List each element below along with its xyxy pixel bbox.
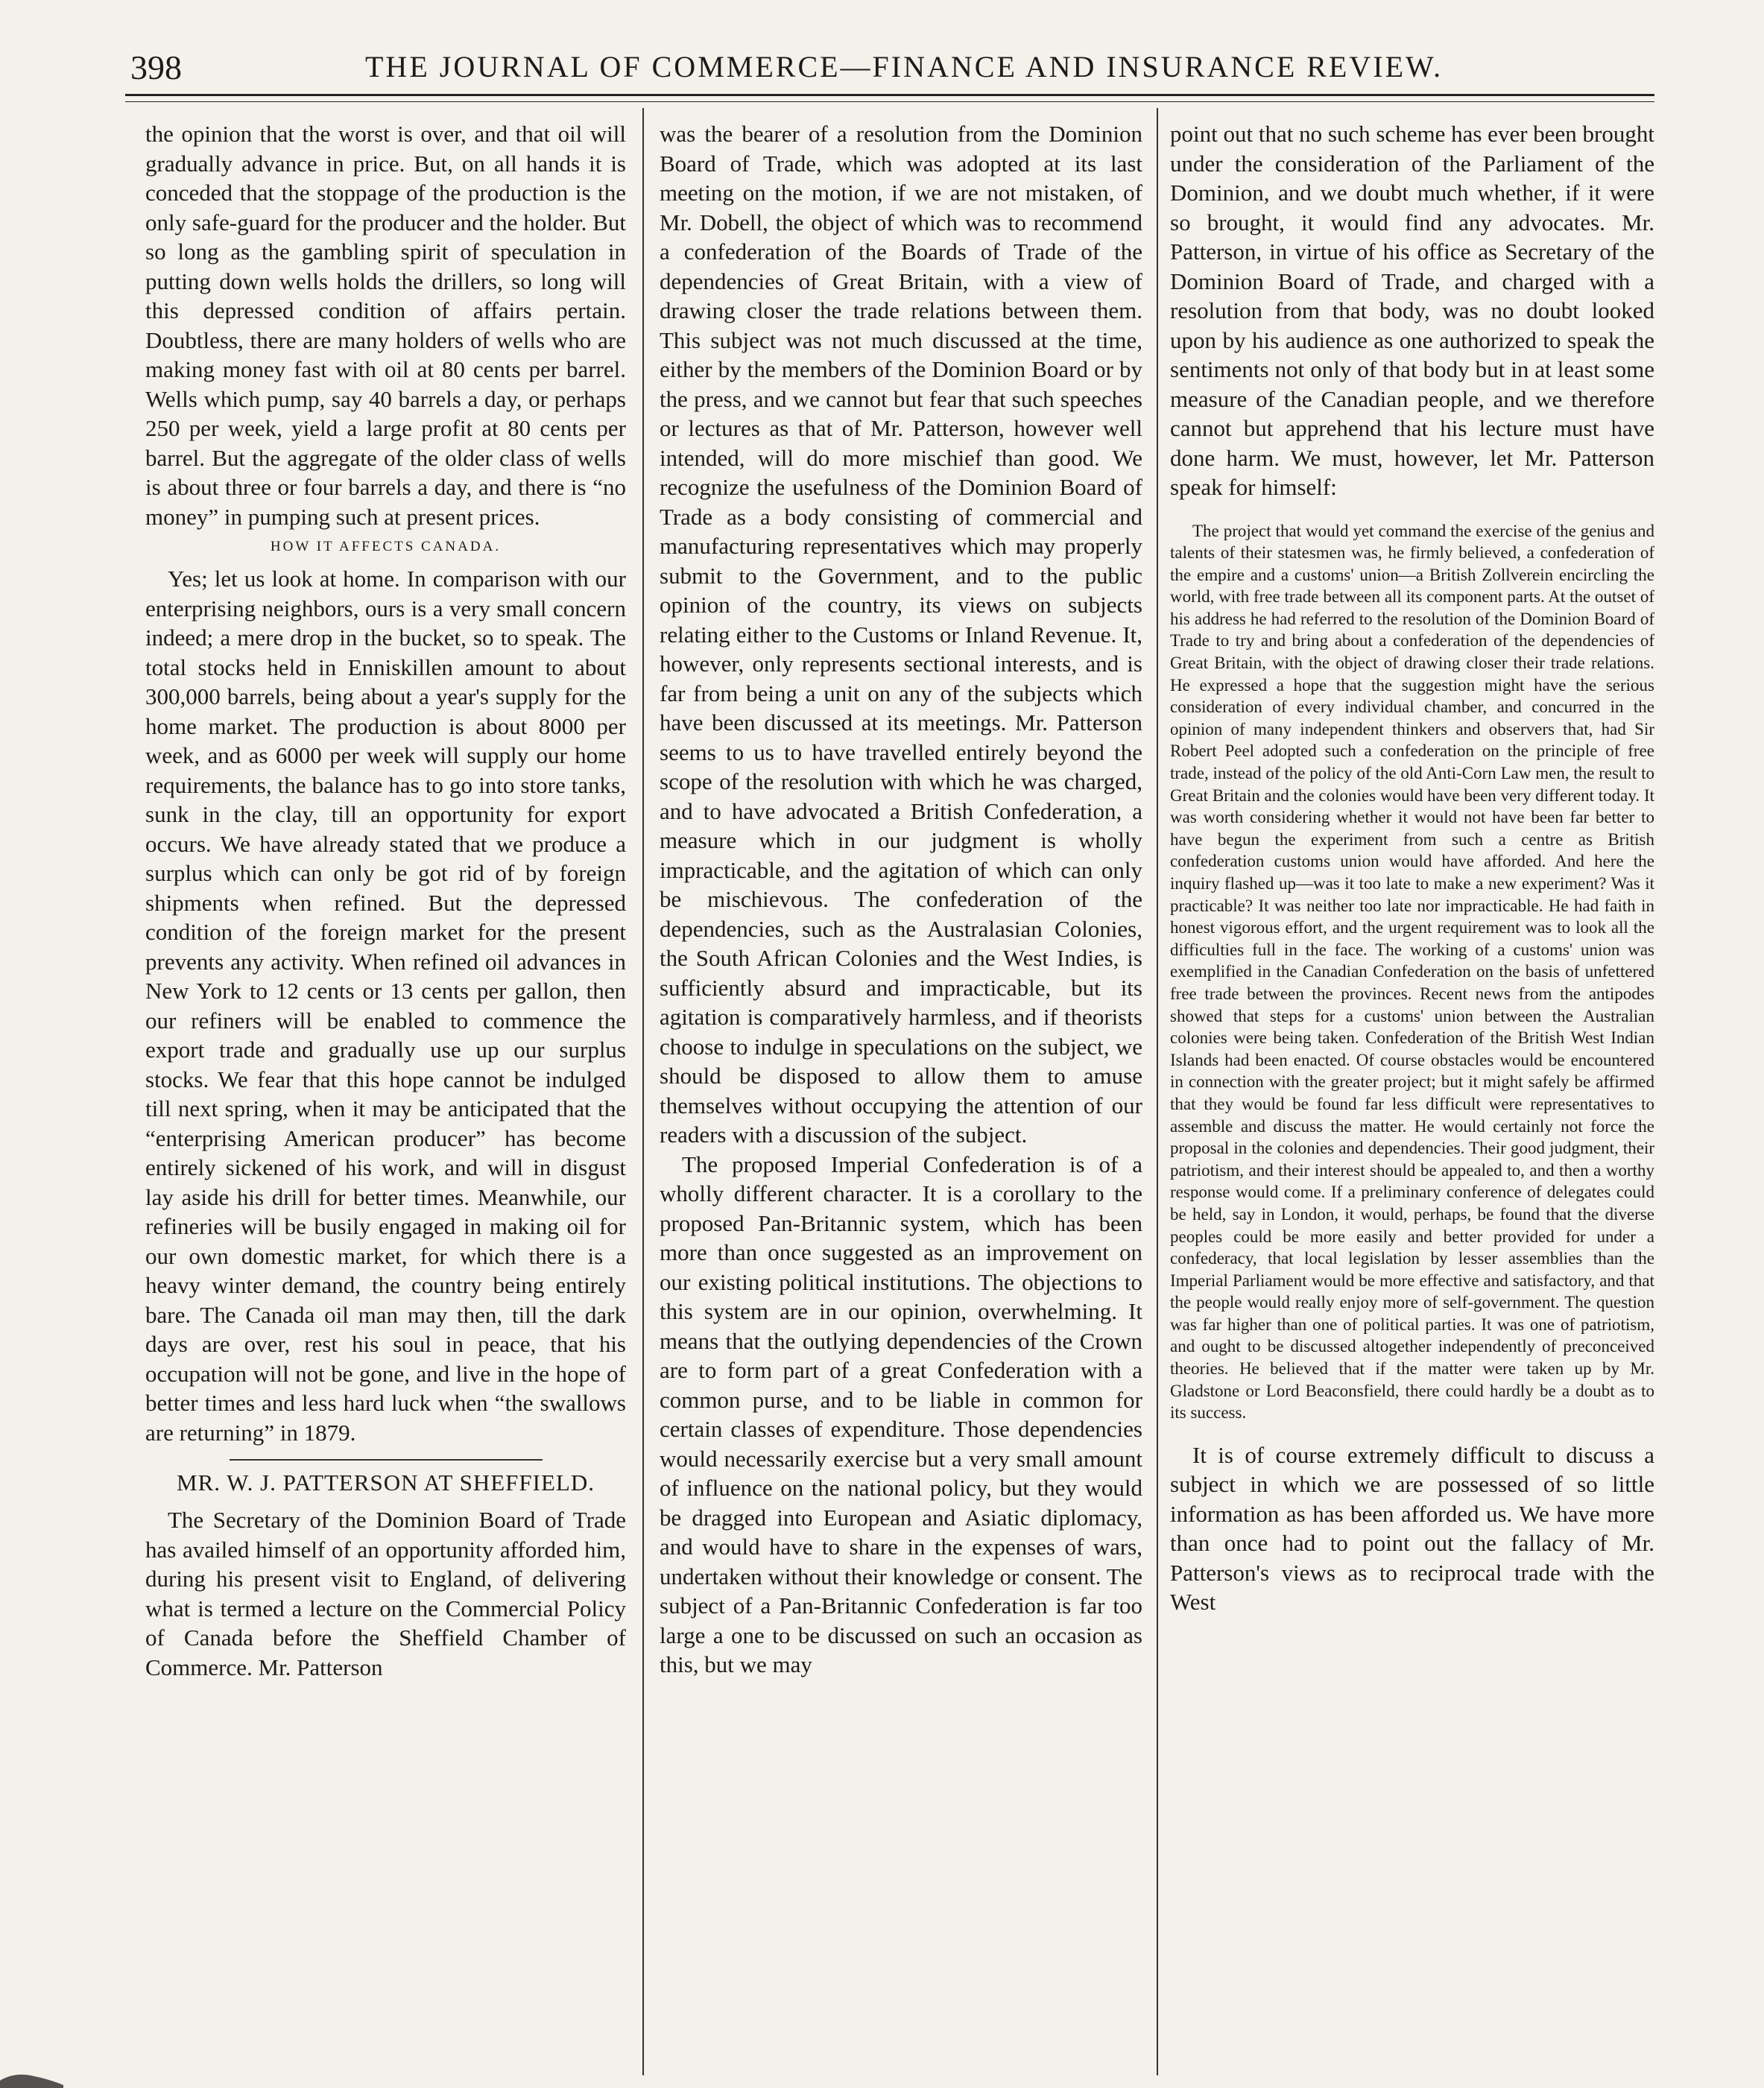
- paragraph: Yes; let us look at home. In comparison with our enterprising neighbors, ours is a very small concern indeed; a mere drop in the bucket, so to speak. The total stocks held in Enniskillen amount to about 300,000 barrels, being about a year's supply for the home market. The production is about 8000 per week, and as 6000 per week will supply our home requirements, the balance has to go into store tanks, sunk in the clay, till an opportunity for export occurs. We have already stated that we produce a surplus which can only be got rid of by foreign shipments when refined. But the depressed condition of the foreign market for the present prevents any activity. When refined oil advances in New York to 12 cents or 13 cents per gallon, then our refiners will be enabled to commence the export trade and gradually use up our surplus stocks. We fear that this hope cannot be indulged till next spring, when it may be anticipated that the “enterprising American producer” has become entirely sickened of his work, and will in disgust lay aside his drill for better times. Meanwhile, our refineries will be busily engaged in making oil for our own domestic market, for which there is a heavy winter demand, the country being entirely bare. The Canada oil man may then, till the dark days are over, rest his soul in peace, that his occupation will not be gone, and live in the hope of better times and less hard luck when “the swallows are returning” in 1879.: [145, 566, 626, 1446]
- column-divider: [1157, 108, 1158, 2075]
- paragraph: The proposed Imperial Confederation is of a wholly different character. It is a corollary to the proposed Pan-Britannic system, which has been more than once suggested as an improvement on our existing political institutions. The objections to this system are in our opinion, overwhelming. It means that the outlying dependencies of the Crown are to form part of a great Confederation with a common purse, and to be liable in common for certain classes of expenditure. Those dependencies would necessarily exercise but a very small amount of influence on the national policy, but they would be dragged into European and Asiatic diplomacy, and would have to share in the expenses of wars, undertaken without their knowledge or consent. The subject of a Pan-Britannic Confederation is far too large a one to be discussed on such an occasion as this, but we may: [660, 1151, 1142, 1677]
- article-headline: MR. W. J. PATTERSON AT SHEFFIELD.: [177, 1469, 595, 1496]
- header-rule: [125, 94, 1654, 96]
- paragraph: It is of course extremely difficult to discuss a subject in which we are possessed of so little information as has been afforded us. We have more than once had to point out the fallacy of Mr. Patterson's views as to reciprocal trade with the West: [1170, 1441, 1654, 1616]
- section-divider: [230, 1459, 543, 1461]
- subheading: HOW IT AFFECTS CANADA.: [270, 539, 502, 554]
- paragraph: was the bearer of a resolution from the Dominion Board of Trade, which was adopted at its last meeting on the motion, if we are not mistaken, of Mr. Dobell, the object of which was to recommend a confederation of the Boards of Trade of the dependencies of Great Britain, with a view of drawing closer the trade relations between them. This subject was not much discussed at the time, either by the members of the Dominion Board or by the press, and we cannot but fear that such speeches or lectures as that of Mr. Patterson, however well intended, will do more mischief than good. We recognize the usefulness of the Dominion Board of Trade as a body consisting of commercial and manufacturing representatives which may properly submit to the Government, and to the public opinion of the country, its views on subjects relating either to the Customs or Inland Revenue. It, however, only represents sectional interests, and is far from being a unit on any of the subjects which have been discussed at its meetings. Mr. Patterson seems to us to have travelled entirely beyond the scope of the resolution with which he was charged, and to have advocated a British Confederation, a measure which in our judgment is wholly impracticable, and the agitation of which can only be mischievous. The confederation of the dependencies, such as the Australasian Colonies, the South African Colonies and the West Indies, is sufficiently absurd and impracticable, but its agitation is comparatively harmless, and if theorists choose to indulge in speculations on the subject, we should be disposed to allow them to amuse themselves without occupying the attention of our readers with a discussion of the subject.: [660, 121, 1142, 1148]
- quoted-passage: The project that would yet command the exercise of the genius and talents of their statesmen was, he firmly believed, a confederation of the empire and a customs' union—a British Zollverein encircling the world, with free trade between all its component parts. At the outset of his address he had referred to the resolution of the Dominion Board of Trade to try and bring about a confederation of the dependencies of Great Britain, with the object of drawing closer their trade relations. He expressed a hope that the suggestion might have the serious consideration of every individual chamber, and concurred in the opinion of many independent thinkers and observers that, had Sir Robert Peel adopted such a confederation on the principle of free trade, instead of the policy of the old Anti-Corn Law men, the result to Great Britain and the colonies would have been very different today. It was worth considering whether it would not have been far better to have begun the experiment from such a centre as British confederation customs union would have afforded. And here the inquiry flashed up—was it too late to make a new experiment? Was it practicable? It was neither too late nor impracticable. He had faith in honest vigorous effort, and the urgent requirement was to look all the difficulties full in the face. The working of a customs' union was exemplified in the Canadian Confederation on the basis of unfettered free trade between the provinces. Recent news from the antipodes showed that steps for a customs' union between the Australian colonies were being taken. Confederation of the British West Indian Islands had been enacted. Of course obstacles would be encountered in connection with the greater project; but it might safely be affirmed that they would be found far less difficult were representatives to assemble and discuss the matter. He would certainly not force the proposal in the colonies and dependencies. Their good judgment, their patriotism, and their interest should be appealed to, and then a worthy response would come. If a preliminary conference of delegates could be held, say in London, it would, perhaps, be found that the diverse peoples could be more easily and better provided for under a confederacy, that local legislation by lesser assemblies than the Imperial Parliament would be more effective and satisfactory, and that the people would really enjoy more of self-government. The question was far higher than one of political parties. It was one of patriotism, and ought to be discussed altogether independently of preconceived theories. He believed that if the matter were taken up by Mr. Gladstone or Lord Beaconsfield, there could hardly be a doubt as to its success.: [1170, 521, 1654, 1423]
- paragraph: point out that no such scheme has ever been brought under the consideration of the Parliament of the Dominion, and we doubt much whether, if it were so brought, it would find any advocates. Mr. Patterson, in virtue of his office as Secretary of the Dominion Board of Trade, and charged with a resolution from that body, was no doubt looked upon by his audience as one authorized to speak the sentiments not only of that body but in at least some measure of the Canadian people, and we therefore cannot but apprehend that his lecture must have done harm. We must, however, let Mr. Patterson speak for himself:: [1170, 121, 1654, 500]
- column-divider: [642, 108, 644, 2075]
- column-1: [145, 119, 626, 2072]
- column-3: [1170, 119, 1654, 2072]
- paragraph: The Secretary of the Dominion Board of Trade has availed himself of an opportunity afforded him, during his present visit to England, of delivering what is termed a lecture on the Commercial Policy of Canada before the Sheffield Chamber of Commerce. Mr. Patterson: [145, 1507, 626, 1680]
- column-2: [660, 119, 1142, 2072]
- journal-title: THE JOURNAL OF COMMERCE—FINANCE AND INSURANCE REVIEW.: [365, 50, 1444, 83]
- page-number: 398: [130, 48, 182, 86]
- header-rule-thin: [125, 101, 1654, 102]
- page-edge-mark: [0, 2058, 67, 2088]
- paragraph: the opinion that the worst is over, and that oil will gradually advance in price. But, on all hands it is conceded that the stoppage of the production is the only safe-guard for the producer and the holder. But so long as the gambling spirit of speculation in putting down wells holds the drillers, so long will this depressed condition of affairs pertain. Doubtless, there are many holders of wells who are making money fast with oil at 80 cents per barrel. Wells which pump, say 40 barrels a day, or perhaps 250 per week, yield a large profit at 80 cents per barrel. But the aggregate of the older class of wells is about three or four barrels a day, and there is “no money” in pumping such at present prices.: [145, 121, 626, 530]
